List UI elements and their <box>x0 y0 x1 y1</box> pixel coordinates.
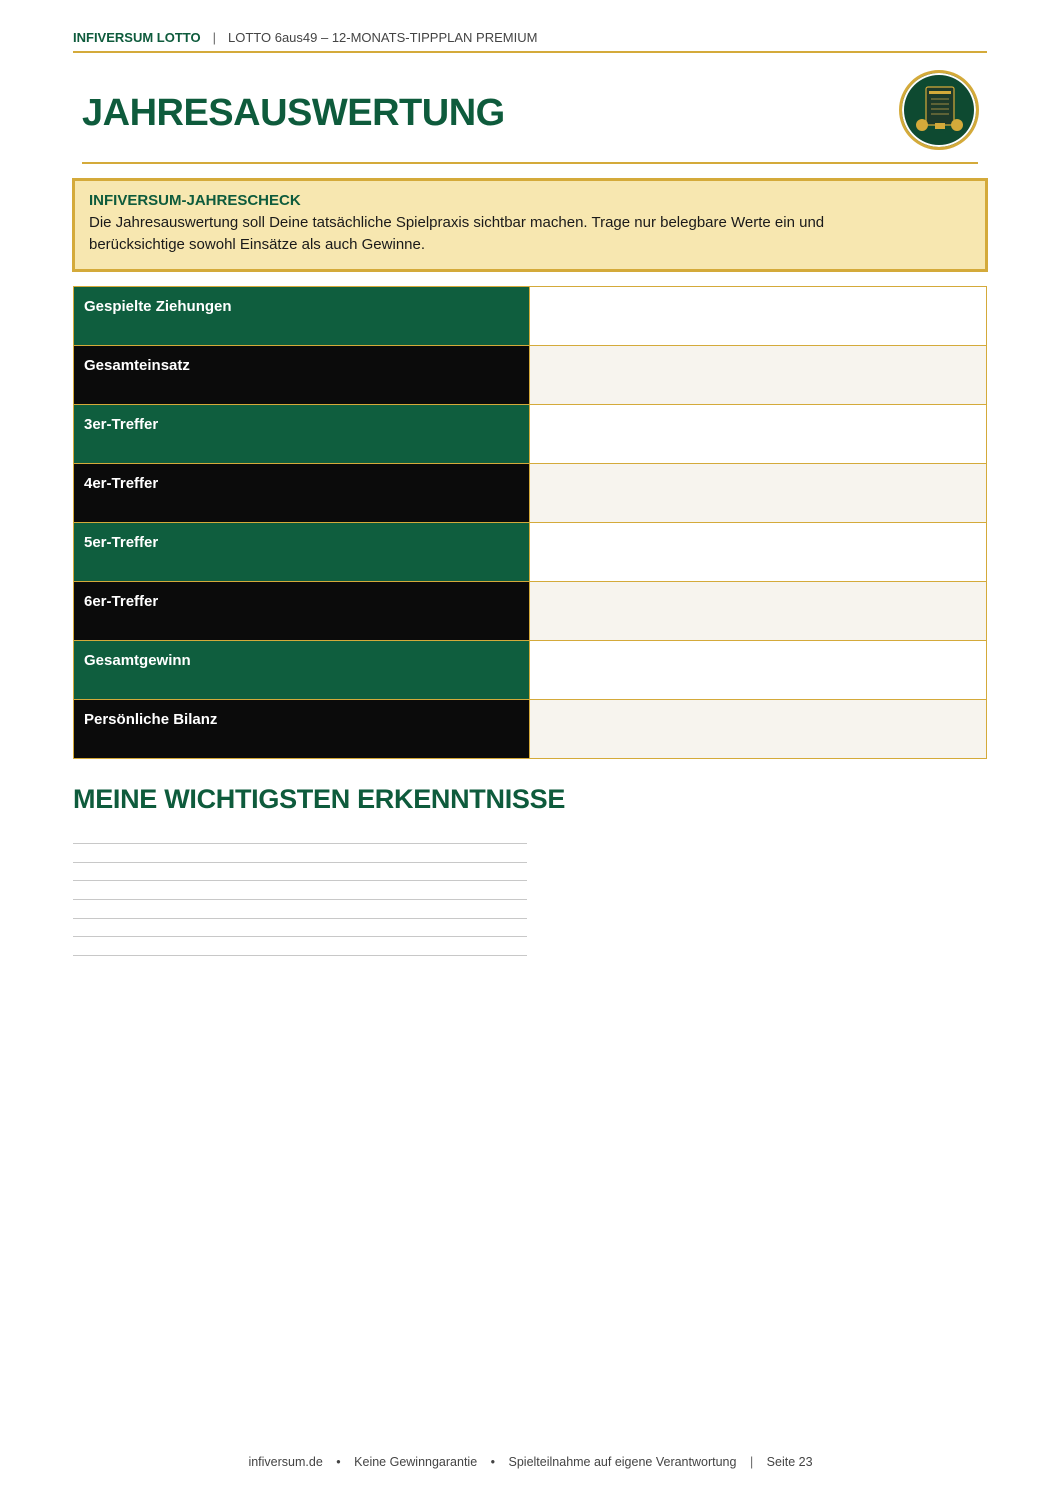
value-field[interactable] <box>530 464 986 522</box>
row-label: Persönliche Bilanz <box>74 700 530 758</box>
page-number: Seite 23 <box>766 1455 813 1469</box>
table-row <box>74 641 986 700</box>
row-label: 5er-Treffer <box>74 523 530 581</box>
row-label: Gespielte Ziehungen <box>74 287 530 345</box>
callout-body-line-2: berücksichtige sowohl Einsätze als auch Gewinne. <box>89 236 426 253</box>
footer-separator: | <box>749 1455 754 1469</box>
value-field[interactable] <box>530 641 986 699</box>
table-row <box>74 287 986 346</box>
footer-dot: • <box>336 1455 341 1469</box>
callout-body-line-1: Die Jahresauswertung soll Deine tatsächliche Spielpraxis sichtbar machen. Trage nur belegbare Werte ein und <box>89 214 825 231</box>
writing-line[interactable] <box>73 862 527 881</box>
value-field[interactable] <box>530 700 986 758</box>
writing-line[interactable] <box>73 880 527 899</box>
callout-title: INFIVERSUM-JAHRESCHECK <box>89 192 301 209</box>
title-block <box>82 70 978 164</box>
writing-line[interactable] <box>73 918 527 937</box>
header-brand: INFIVERSUM LOTTO <box>73 30 201 45</box>
writing-line[interactable] <box>73 899 527 918</box>
table-row <box>74 346 986 405</box>
row-label: Gesamtgewinn <box>74 641 530 699</box>
header-subtitle: LOTTO 6aus49 – 12-MONATS-TIPPPLAN PREMIUM <box>228 30 538 45</box>
row-label: 4er-Treffer <box>74 464 530 522</box>
value-field[interactable] <box>530 405 986 463</box>
notes-section-title: MEINE WICHTIGSTEN ERKENNTNISSE <box>73 784 566 814</box>
value-field[interactable] <box>530 523 986 581</box>
footer-dot: • <box>490 1455 496 1469</box>
footer-disclaimer-1: Keine Gewinngarantie <box>354 1455 478 1469</box>
table-row <box>74 582 986 641</box>
callout-body <box>89 212 971 256</box>
footer-site-link[interactable]: infiversum.de <box>248 1455 323 1469</box>
running-header <box>73 29 987 53</box>
table-row <box>74 700 986 758</box>
writing-line[interactable] <box>73 936 527 955</box>
journal-seal-icon <box>899 70 979 150</box>
jahrescheck-callout <box>72 178 988 272</box>
row-label: 6er-Treffer <box>74 582 530 640</box>
value-field[interactable] <box>530 346 986 404</box>
row-label: 3er-Treffer <box>74 405 530 463</box>
writing-line[interactable] <box>73 843 527 862</box>
writing-line[interactable] <box>73 955 527 974</box>
evaluation-table <box>73 286 987 759</box>
table-row <box>74 523 986 582</box>
row-label: Gesamteinsatz <box>74 346 530 404</box>
page-footer <box>0 1455 1061 1469</box>
footer-disclaimer-2: Spielteilnahme auf eigene Verantwortung <box>508 1455 737 1469</box>
table-row <box>74 464 986 523</box>
value-field[interactable] <box>530 287 986 345</box>
header-separator: | <box>212 30 216 45</box>
page-title: JAHRESAUSWERTUNG <box>82 92 505 134</box>
value-field[interactable] <box>530 582 986 640</box>
notes-writing-lines[interactable] <box>73 843 527 974</box>
table-row <box>74 405 986 464</box>
